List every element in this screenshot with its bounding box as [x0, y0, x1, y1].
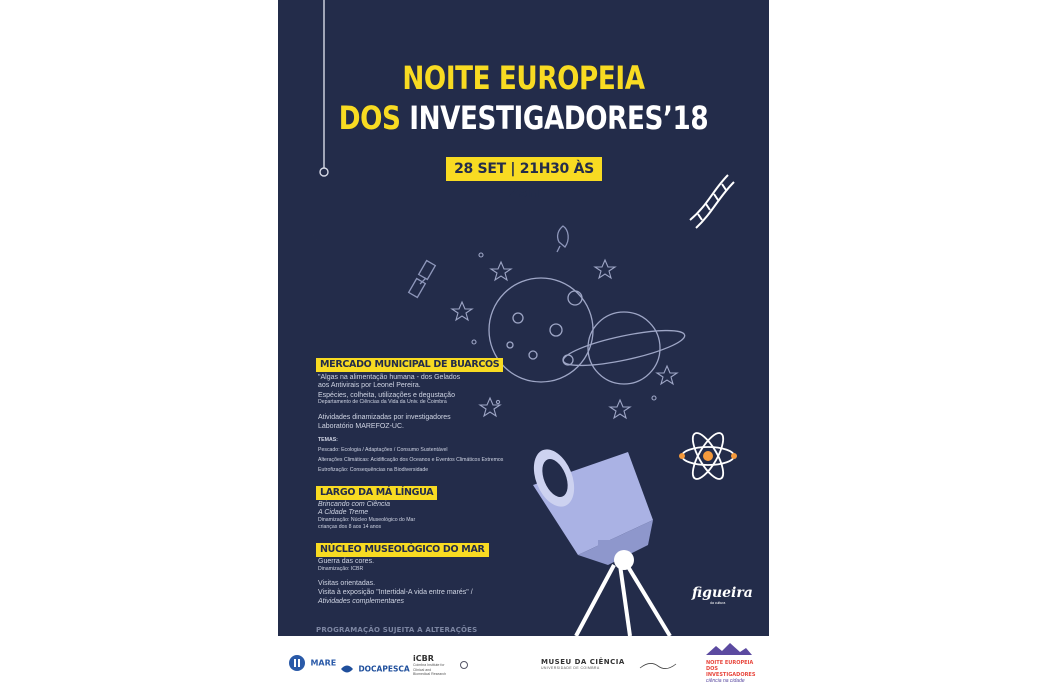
- title-line-2-main: INVESTIGADORES’18: [409, 99, 709, 137]
- section-title-nucleo: NÚCLEO MUSEOLÓGICO DO MAR: [316, 543, 489, 557]
- section-title-largo: LARGO DA MÁ LÍNGUA: [316, 486, 437, 500]
- university-seal-logo: [460, 658, 468, 676]
- noite-logo-line-2: DOS INVESTIGADORES: [706, 666, 756, 678]
- section-line: Atividades dinamizadas por investigadores: [318, 414, 451, 421]
- icbr-logo: [413, 654, 449, 677]
- signature-icon: [638, 658, 678, 672]
- section-line: Pescado: Ecologia / Adaptações / Consumo Sustentável: [318, 447, 448, 453]
- icbr-logo-text: iCBR: [413, 654, 434, 663]
- event-date-time: 28 SET | 21H30 ÀS 23H: [446, 157, 602, 181]
- noite-logo-line-3: ciência na cidade: [706, 678, 745, 684]
- title-line-2-prefix: DOS: [338, 99, 410, 137]
- title-line-1: NOITE EUROPEIA: [402, 59, 645, 97]
- section-line: Visitas orientadas.: [318, 580, 376, 587]
- section-line: Alterações Climáticas: Acidificação dos Oceanos e Eventos Climáticos Extremos: [318, 457, 504, 463]
- mare-icon: [288, 654, 306, 672]
- section-line: A Cidade Treme: [318, 509, 369, 516]
- museu-logo-subtitle: UNIVERSIDADE DE COIMBRA: [541, 666, 600, 670]
- noite-logo-line-1: NOITE EUROPEIA: [706, 660, 754, 666]
- satellite-icon: [409, 261, 436, 298]
- mare-logo: [288, 654, 336, 672]
- section-line: Departamento de Ciências da Vida da Univ. de Coimbra: [318, 399, 447, 405]
- section-line: Dinamização: ICBR: [318, 566, 364, 572]
- telescope-illustration: [526, 443, 670, 636]
- seal-icon: [460, 659, 468, 671]
- figueira-brand-logo: figueira: [692, 585, 753, 601]
- museu-ciencia-logo: [541, 658, 625, 670]
- planet-icon: [489, 278, 593, 382]
- section-line: Laboratório MAREFOZ-UC.: [318, 423, 404, 430]
- section-line: Eutrofização: Consequências na Biodiversidade: [318, 467, 429, 473]
- moon-icon: [305, 172, 377, 254]
- section-line: Atividades complementares: [318, 598, 404, 605]
- docapesca-icon: [340, 663, 354, 675]
- event-poster: [278, 0, 769, 636]
- dna-icon: [690, 175, 734, 228]
- section-line: Guerra das cores.: [318, 558, 375, 565]
- docapesca-logo: [340, 660, 410, 678]
- atom-icon: [679, 429, 737, 483]
- programming-note: PROGRAMAÇÃO SUJEITA A ALTERAÇÕES: [316, 626, 478, 634]
- section-line: Brincando com Ciência: [318, 501, 390, 508]
- section-line: Visita à exposição "Intertidal-A vida entre marés" /: [318, 589, 473, 596]
- saturn-icon: [561, 312, 687, 384]
- section-line: crianças dos 8 aos 14 anos: [318, 524, 382, 530]
- section-line: Dinamização: Núcleo Museológico do Mar: [318, 517, 416, 523]
- noite-europeia-logo: [706, 642, 769, 685]
- mountain-icon: [706, 643, 752, 655]
- figueira-brand-subtitle: da cultura: [710, 601, 726, 605]
- icbr-logo-subtitle: Coimbra Institute for Clinical and Biomedical Research: [413, 663, 447, 676]
- museu-logo-text: MUSEU DA CIÊNCIA: [541, 658, 625, 666]
- rocket-icon: [557, 226, 568, 252]
- stars: [452, 253, 677, 418]
- section-line: aos Antivirais por Leonel Pereira.: [318, 382, 421, 389]
- section-line: Espécies, colheita, utilizações e degustação: [318, 392, 455, 399]
- mare-logo-text: MARE: [310, 658, 337, 668]
- section-line: TEMAS:: [318, 437, 338, 443]
- docapesca-logo-text: DOCAPESCA: [358, 664, 410, 674]
- section-title-buarcos: MERCADO MUNICIPAL DE BUARCOS: [316, 358, 503, 372]
- section-line: "Algas na alimentação humana - dos Gelados: [318, 374, 461, 381]
- partner-logos: [278, 636, 769, 700]
- partner-signature-logo: [638, 658, 678, 677]
- title-line-2: [322, 98, 725, 138]
